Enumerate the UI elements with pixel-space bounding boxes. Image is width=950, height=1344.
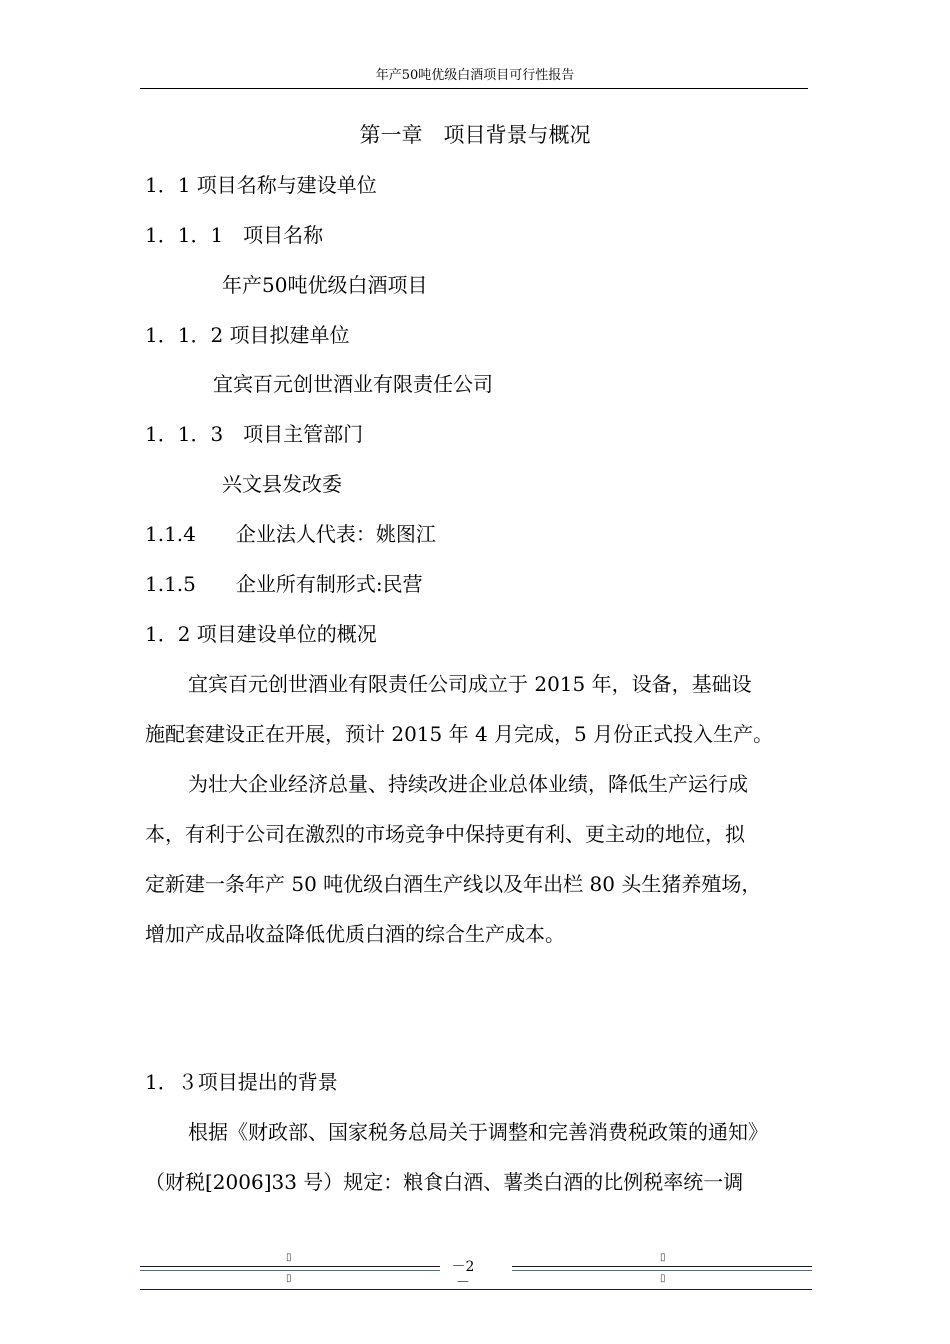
- footer-bottom-rule: [140, 1289, 812, 1290]
- paragraph-line: 施配套建设正在开展，预计 2015 年 4 月完成，5 月份正式投入生产。: [145, 722, 774, 746]
- paragraph-line: 宜宾百元创世酒业有限责任公司成立于 2015 年，设备，基础设: [188, 672, 752, 696]
- footer-rule-right-top: [512, 1266, 812, 1267]
- section-heading-1-3: 1．３项目提出的背景: [145, 1070, 338, 1094]
- footer-rule-right-bottom: [512, 1270, 812, 1271]
- authority-value: 兴文县发改委: [222, 472, 342, 496]
- page-number: －2－: [451, 1259, 475, 1291]
- footer-glyph: ▯: [660, 1273, 666, 1284]
- header-divider: [140, 88, 808, 89]
- paragraph-line: 本，有利于公司在激烈的市场竞争中保持更有利、更主动的地位，拟: [145, 822, 745, 846]
- footer-glyph: ▯: [286, 1252, 292, 1263]
- section-heading-1-2: 1．2 项目建设单位的概况: [145, 622, 377, 646]
- footer-glyph: ▯: [286, 1273, 292, 1284]
- section-heading-1-1-3: 1．1．3 项目主管部门: [145, 422, 364, 446]
- footer-rule-left-top: [140, 1266, 440, 1267]
- section-heading-1-1: 1．1 项目名称与建设单位: [145, 173, 377, 197]
- chapter-title: 第一章 项目背景与概况: [359, 123, 591, 147]
- paragraph-line: 定新建一条年产 50 吨优级白酒生产线以及年出栏 80 头生猪养殖场，: [145, 872, 762, 896]
- paragraph-line: （财税[2006]33 号）规定：粮食白酒、薯类白酒的比例税率统一调: [145, 1170, 744, 1194]
- paragraph-line: 增加产成品收益降低优质白酒的综合生产成本。: [145, 922, 565, 946]
- section-heading-1-1-4: 1.1.4 企业法人代表：姚图江: [145, 522, 436, 546]
- footer-glyph: ▯: [660, 1252, 666, 1263]
- footer-rule-left-bottom: [140, 1270, 440, 1271]
- company-name-value: 宜宾百元创世酒业有限责任公司: [213, 372, 493, 396]
- section-heading-1-1-2: 1．1．2 项目拟建单位: [145, 323, 350, 347]
- section-heading-1-1-5: 1.1.5 企业所有制形式:民营: [145, 572, 423, 596]
- running-header: 年产50吨优级白酒项目可行性报告: [375, 68, 575, 83]
- section-heading-1-1-1: 1．1．1 项目名称: [145, 223, 324, 247]
- paragraph-line: 为壮大企业经济总量、持续改进企业总体业绩，降低生产运行成: [188, 772, 748, 796]
- paragraph-line: 根据《财政部、国家税务总局关于调整和完善消费税政策的通知》: [188, 1120, 768, 1144]
- project-name-value: 年产50吨优级白酒项目: [222, 273, 428, 297]
